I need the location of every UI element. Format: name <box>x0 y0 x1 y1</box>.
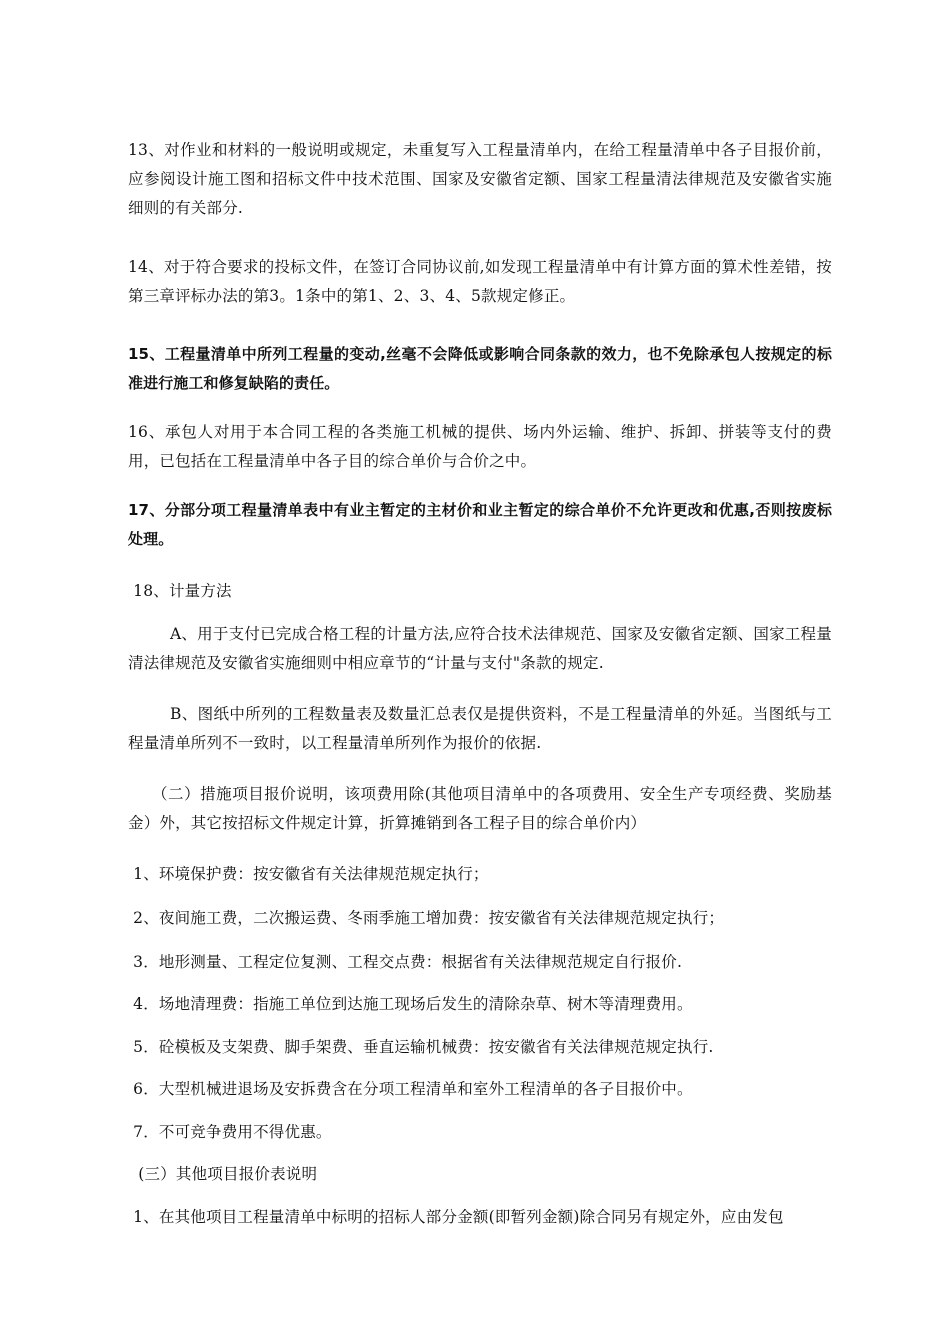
measure-item-6: 6．大型机械进退场及安拆费含在分项工程清单和室外工程清单的各子目报价中。 <box>128 1080 693 1098</box>
paragraph-16: 16、承包人对用于本合同工程的各类施工机械的提供、场内外运输、维护、拆卸、拼装等支付的费用，已包括在工程量清单中各子目的综合单价与合价之中。 <box>128 423 832 470</box>
measure-item-4: 4．场地清理费：指施工单位到达施工现场后发生的清除杂草、树木等清理费用。 <box>128 995 693 1013</box>
other-item-1: 1、在其他项目工程量清单中标明的招标人部分金额(即暂列金额)除合同另有规定外，应由发包 <box>128 1208 784 1226</box>
section-2-measures-description: （二）措施项目报价说明，该项费用除(其他项目清单中的各项费用、安全生产专项经费、奖励基金）外，其它按招标文件规定计算，折算摊销到各工程子目的综合单价内） <box>128 785 832 832</box>
paragraph-18a: A、用于支付已完成合格工程的计量方法,应符合技术法律规范、国家及安徽省定额、国家工程量清法律规范及安徽省实施细则中相应章节的“计量与支付"条款的规定. <box>128 625 832 672</box>
paragraph-17: 17、分部分项工程量清单表中有业主暂定的主材价和业主暂定的综合单价不允许更改和优惠,否则按废标处理。 <box>128 501 832 548</box>
measure-item-1: 1、环境保护费：按安徽省有关法律规范规定执行； <box>128 865 489 883</box>
paragraph-14: 14、对于符合要求的投标文件，在签订合同协议前,如发现工程量清单中有计算方面的算术性差错，按第三章评标办法的第3。1条中的第1、2、3、4、5款规定修正。 <box>128 258 832 305</box>
measure-item-7: 7．不可竞争费用不得优惠。 <box>128 1123 332 1141</box>
measure-item-2: 2、夜间施工费，二次搬运费、冬雨季施工增加费：按安徽省有关法律规范规定执行； <box>128 909 725 927</box>
paragraph-15: 15、工程量清单中所列工程量的变动,丝毫不会降低或影响合同条款的效力，也不免除承包人按规定的标准进行施工和修复缺陷的责任。 <box>128 345 832 392</box>
paragraph-13: 13、对作业和材料的一般说明或规定，未重复写入工程量清单内，在给工程量清单中各子目报价前，应参阅设计施工图和招标文件中技术范围、国家及安徽省定额、国家工程量清法律规范及安徽省实施细则的有关部分. <box>128 141 832 217</box>
paragraph-18b: B、图纸中所列的工程数量表及数量汇总表仅是提供资料，不是工程量清单的外延。当图纸与工程量清单所列不一致时，以工程量清单所列作为报价的依据. <box>128 705 832 752</box>
heading-measurement-method: 18、计量方法 <box>128 582 232 600</box>
measure-item-5: 5．砼模板及支架费、脚手架费、垂直运输机械费：按安徽省有关法律规范规定执行. <box>128 1038 714 1056</box>
section-3-heading: (三）其他项目报价表说明 <box>128 1165 318 1183</box>
measure-item-3: 3．地形测量、工程定位复测、工程交点费：根据省有关法律规范规定自行报价. <box>128 953 683 971</box>
